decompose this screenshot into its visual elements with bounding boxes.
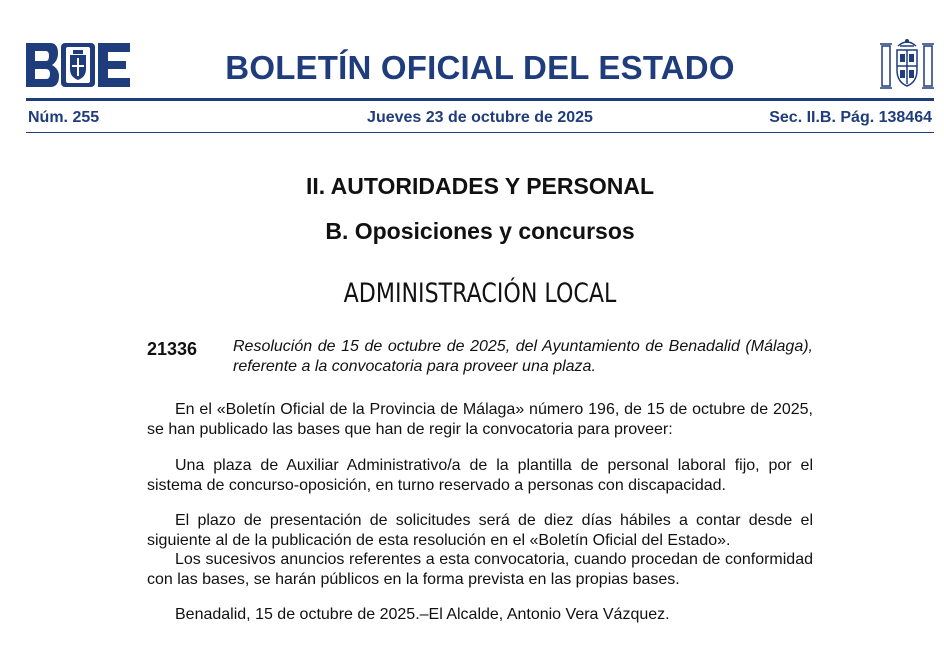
issue-date: Jueves 23 de octubre de 2025 [367, 109, 593, 126]
section-heading: II. AUTORIDADES Y PERSONAL [305, 173, 655, 199]
signature-line: Benadalid, 15 de octubre de 2025.–El Alcalde, Antonio Vera Vázquez. [175, 606, 670, 623]
entry-number: 21336 [147, 339, 198, 359]
paragraph: Los sucesivos anuncios referentes a esta convocatoria, cuando procedan de conformidad con las bases, se harán públicos en la forma prevista en las propias bases. [147, 551, 813, 588]
header-rule [26, 98, 934, 101]
paragraph: Una plaza de Auxiliar Administrativo/a de la plantilla de personal laboral fijo, por el sistema de concurso-oposición, en turno reservado a personas con discapacidad. [147, 457, 813, 494]
entry-summary: Resolución de 15 de octubre de 2025, del Ayuntamiento de Benadalid (Málaga), referente a la convocatoria para proveer una plaza. [233, 338, 813, 375]
subsection-heading: B. Oposiciones y concursos [325, 218, 635, 244]
page-title: BOLETÍN OFICIAL DEL ESTADO [225, 49, 735, 86]
meta-rule [26, 132, 934, 133]
paragraph: El plazo de presentación de solicitudes será de diez días hábiles a contar desde el siguiente al de la publicación de esta resolución en el «Boletín Oficial del Estado». [147, 512, 813, 549]
paragraph: En el «Boletín Oficial de la Provincia de Málaga» número 196, de 15 de octubre de 2025, se han publicado las bases que han de regir la convocatoria para proveer: [147, 401, 813, 438]
coat-of-arms-icon [878, 36, 936, 92]
administration-heading: ADMINISTRACIÓN LOCAL [343, 278, 617, 309]
boe-logo-icon [26, 43, 130, 87]
section-page: Sec. II.B. Pág. 138464 [769, 109, 932, 126]
issue-number: Núm. 255 [28, 109, 100, 126]
